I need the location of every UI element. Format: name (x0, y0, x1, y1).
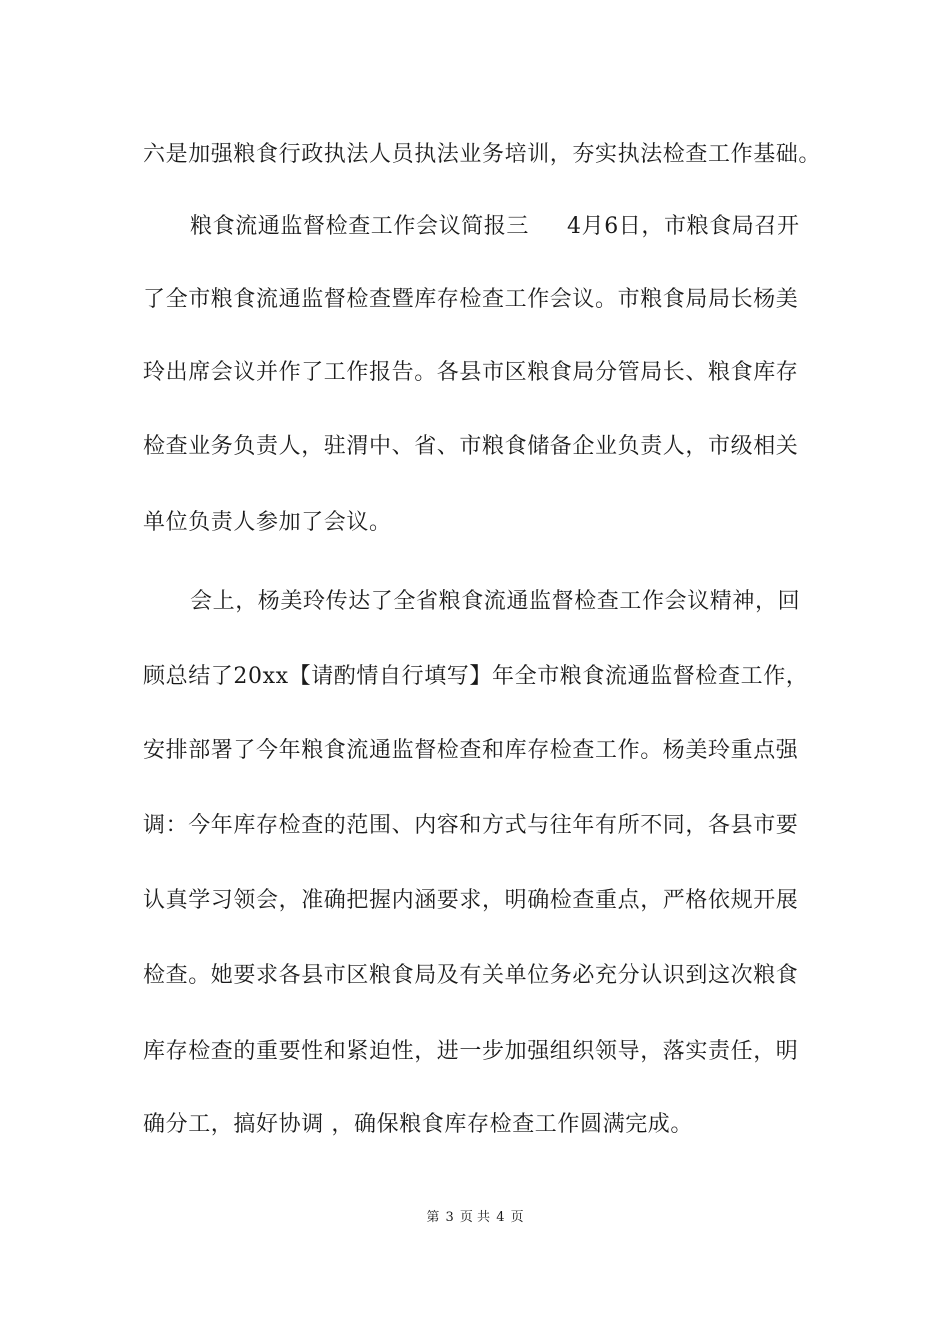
paragraph-line-3: 了全市粮食流通监督检查暨库存检查工作会议。市粮食局局长杨美 (143, 287, 799, 312)
paragraph-line-6: 单位负责人参加了会议。 (143, 510, 392, 535)
paragraph-line-14: 确分工，搞好协调 ，确保粮食库存检查工作圆满完成。 (143, 1112, 693, 1137)
paragraph-line-1: 六是加强粮食行政执法人员执法业务培训，夯实执法检查工作基础。 (143, 142, 822, 167)
footer-middle: 页 共 (459, 1210, 491, 1225)
paragraph-line-7: 会上，杨美玲传达了全省粮食流通监督检查工作会议精神，回 (190, 589, 801, 614)
report-title: 粮食流通监督检查工作会议简报三 (190, 214, 530, 239)
paragraph-line-5: 检查业务负责人，驻渭中、省、市粮食储备企业负责人，市级相关 (143, 434, 799, 459)
page-footer (0, 1208, 950, 1228)
paragraph-line-4: 玲出席会议并作了工作报告。各县市区粮食局分管局长、粮食库存 (143, 360, 799, 385)
paragraph-line-12: 检查。她要求各县市区粮食局及有关单位务必充分认识到这次粮食 (143, 963, 799, 988)
paragraph-line-8: 顾总结了20xx【请酌情自行填写】年全市粮食流通监督检查工作， (143, 664, 809, 689)
footer-total-pages: 4 (496, 1210, 505, 1225)
footer-suffix: 页 (510, 1210, 524, 1225)
paragraph-line-2 (190, 212, 854, 242)
paragraph-line-13: 库存检查的重要性和紧迫性，进一步加强组织领导，落实责任，明 (143, 1039, 799, 1064)
footer-prefix: 第 (426, 1210, 440, 1225)
report-date-text: 4月6日，市粮食局召开 (567, 214, 800, 239)
paragraph-line-10: 调：今年库存检查的范围、内容和方式与往年有所不同，各县市要 (143, 813, 799, 838)
paragraph-line-9: 安排部署了今年粮食流通监督检查和库存检查工作。杨美玲重点强 (143, 738, 799, 763)
footer-page-number: 3 (445, 1210, 454, 1225)
paragraph-line-11: 认真学习领会，准确把握内涵要求，明确检查重点，严格依规开展 (143, 888, 799, 913)
